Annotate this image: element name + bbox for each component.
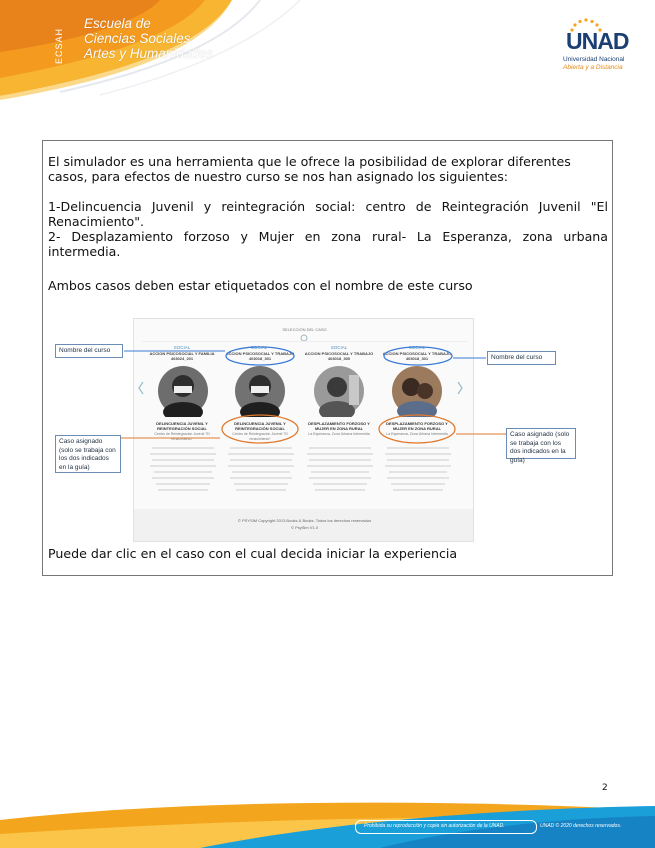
callout-assigned-case-left: Caso asignado (solo se trabaja con los dos indicados en la guía) [55,435,121,473]
sim-copyright: © PSYSIM Copyright 2013 Books & Books. Todos los derechos reservados [237,518,372,523]
card-sub: Centro de Reintegración Juvenil "El renacimiento" [154,432,210,441]
unad-logo-sub1: Universidad Nacional [563,56,625,63]
footer-rights: UNAD © 2020 derechos reservados. [540,823,622,829]
footer-notice: Prohibida su reproducción y copia sin autorización de la UNAD. [364,823,505,829]
closing-text: Puede dar clic en el caso con el cual decida iniciar la experiencia [48,546,458,561]
card-title: ACCION PSICOSOCIAL Y TRABAJO 403018_301 [225,351,295,361]
card-case: DELINCUENCIA JUVENIL Y REINTEGRACIÓN SOCIAL [234,421,286,431]
card-case: DESPLAZAMIENTO FORZOSO Y MUJER EN ZONA RURAL [308,421,370,431]
card-sub: Centro de Reintegración Juvenil "El renacimiento" [232,432,288,441]
callout-course-name-left: Nombre del curso [55,344,123,358]
card-case: DESPLAZAMIENTO FORZOSO Y MUJER EN ZONA RURAL [386,421,448,431]
card-tag: SOCIAL [408,345,426,350]
callout-course-name-right: Nombre del curso [487,351,556,365]
card-sub: La Esperanza, Zona Urbana Intermedia [386,432,448,436]
case-1-text: 1-Delincuencia Juvenil y reintegración social: centro de Reintegración Juvenil "El Renacimiento". [48,199,608,229]
card-tag: SOCIAL [173,345,191,350]
card-tag: SOCIAL [250,345,268,350]
ecsah-label: ECSAH [54,27,64,64]
unad-logo-text: UNAD [566,28,629,54]
card-tag: SOCIAL [330,345,348,350]
card-title: ACCION PSICOSOCIAL Y FAMILIA 403024_201 [149,351,215,361]
note-text: Ambos casos deben estar etiquetados con el nombre de este curso [48,278,473,293]
card-case: DELINCUENCIA JUVENIL Y REINTEGRACIÓN SOCIAL [156,421,208,431]
callout-assigned-case-right: Caso asignado (solo se trabaja con los dos indicados en la guía) [506,428,576,459]
sim-header: SELECCIÓN DEL CASO [282,327,327,332]
case-2-text: 2- Desplazamiento forzoso y Mujer en zona rural- La Esperanza, zona urbana intermedia. [48,229,608,259]
sim-version: © PsySim V1.0 [291,525,318,530]
unad-logo-sub2: Abierta y a Distancia [563,64,623,71]
footer-banner [0,790,655,848]
card-sub: La Esperanza, Zona Urbana Intermedia [308,432,370,436]
school-name: Escuela de Ciencias Sociales Artes y Humanidades [84,16,214,61]
card-title: ACCION PSICOSOCIAL Y TRABAJO 403018_301 [382,351,452,361]
card-title: ACCION PSICOSOCIAL Y TRABAJO 403018_300 [304,351,374,361]
page-number: 2 [602,783,608,793]
intro-paragraph: El simulador es una herramienta que le ofrece la posibilidad de explorar diferentes casos, para efectos de nuestro curso se nos han asignado los siguientes: [48,154,571,184]
